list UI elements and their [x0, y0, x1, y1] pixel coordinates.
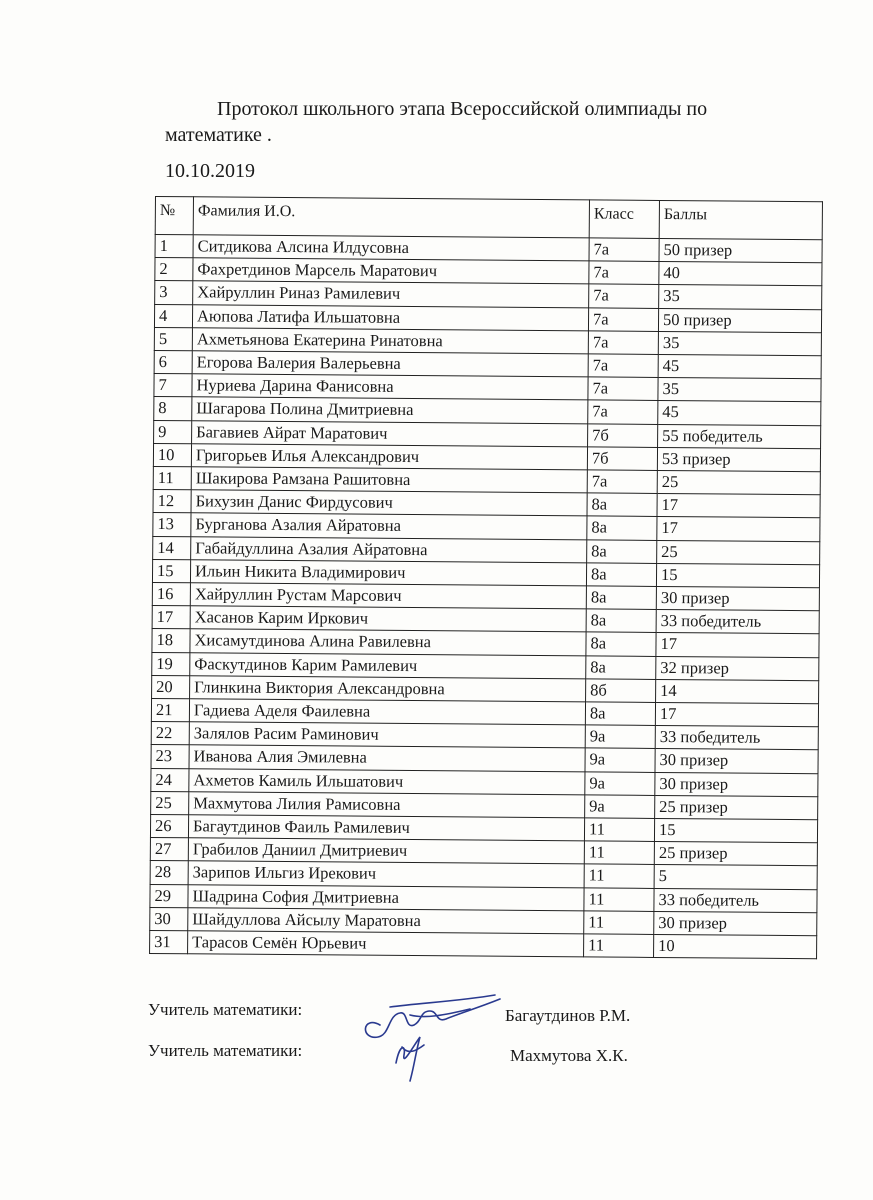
class-cell: 7а	[588, 331, 658, 355]
class-cell: 7а	[588, 400, 658, 424]
class-cell: 9а	[585, 795, 655, 819]
class-cell: 7а	[588, 377, 658, 401]
class-cell: 11	[584, 818, 654, 842]
participant-name: Ахметов Камиль Ильшатович	[189, 768, 585, 794]
row-number: 1	[155, 235, 193, 259]
row-number: 15	[152, 559, 190, 583]
document-date: 10.10.2019	[165, 160, 255, 182]
signature-role-1: Учитель математики:	[148, 1000, 303, 1019]
participant-name: Багавиев Айрат Маратович	[192, 420, 588, 446]
participant-name: Егорова Валерия Валерьевна	[192, 351, 588, 377]
participant-name: Ильин Никита Владимирович	[190, 560, 586, 586]
score-cell: 15	[654, 819, 817, 843]
participant-name: Шадрина София Дмитриевна	[188, 884, 584, 910]
participant-name: Фахретдинов Марсель Маратович	[193, 258, 589, 284]
column-header-class: Класс	[589, 200, 659, 239]
class-cell: 7б	[587, 447, 657, 471]
row-number: 17	[152, 606, 190, 630]
score-cell: 35	[658, 378, 821, 402]
row-number: 8	[154, 397, 192, 421]
class-cell: 8а	[585, 702, 655, 726]
participant-name: Махмутова Лилия Рамисовна	[189, 792, 585, 818]
class-cell: 8а	[586, 609, 656, 633]
signature-stroke-1	[365, 999, 500, 1037]
score-cell: 45	[658, 354, 821, 378]
score-cell: 17	[657, 494, 820, 518]
row-number: 6	[154, 351, 192, 375]
participant-name: Грабилов Даниил Дмитриевич	[188, 838, 584, 864]
class-cell: 7а	[589, 261, 659, 285]
score-cell: 30 призер	[655, 749, 818, 773]
score-cell: 40	[659, 262, 822, 286]
row-number: 18	[152, 629, 190, 653]
row-number: 21	[151, 699, 189, 723]
class-cell: 7а	[588, 354, 658, 378]
class-cell: 7б	[588, 424, 658, 448]
score-cell: 45	[658, 401, 821, 425]
participant-name: Тарасов Семён Юрьевич	[188, 931, 584, 957]
participant-name: Ситдикова Алсина Илдусовна	[193, 235, 589, 261]
score-cell: 17	[655, 703, 818, 727]
score-cell: 5	[654, 865, 817, 889]
participant-name: Хасанов Карим Иркович	[190, 606, 586, 632]
class-cell: 11	[584, 841, 654, 865]
score-cell: 35	[658, 331, 821, 355]
participant-name: Григорьев Илья Александрович	[191, 444, 587, 470]
participant-name: Залялов Расим Раминович	[189, 722, 585, 748]
document-title: Протокол школьного этапа Всероссийской олимпиады по математике .	[165, 98, 708, 146]
column-header-score: Баллы	[659, 200, 822, 239]
participant-name: Зарипов Ильгиз Ирекович	[188, 861, 584, 887]
row-number: 19	[152, 652, 190, 676]
table-header-row	[155, 197, 822, 240]
participant-name: Нуриева Дарина Фанисовна	[192, 374, 588, 400]
score-cell: 17	[657, 517, 820, 541]
class-cell: 7а	[588, 308, 658, 332]
participant-name: Аюпова Латифа Ильшатовна	[192, 304, 588, 330]
participant-name: Хисамутдинова Алина Равилевна	[190, 629, 586, 655]
participant-name: Хайруллин Рустам Марсович	[190, 583, 586, 609]
column-header-name: Фамилия И.О.	[193, 197, 589, 238]
participant-name: Шакирова Рамзана Рашитовна	[191, 467, 587, 493]
signature-name-1: Багаутдинов Р.М.	[505, 1006, 631, 1025]
class-cell: 9а	[585, 772, 655, 796]
score-cell: 33 победитель	[655, 726, 818, 750]
score-cell: 33 победитель	[656, 610, 819, 634]
class-cell: 8а	[587, 540, 657, 564]
class-cell: 8а	[586, 586, 656, 610]
participant-name: Бихузин Данис Фирдусович	[191, 490, 587, 516]
score-cell: 25 призер	[655, 795, 818, 819]
participant-name: Бурганова Азалия Айратовна	[191, 513, 587, 539]
row-number: 7	[154, 374, 192, 398]
row-number: 20	[152, 675, 190, 699]
participant-name: Багаутдинов Фаиль Рамилевич	[188, 815, 584, 841]
row-number: 12	[153, 490, 191, 514]
row-number: 2	[155, 258, 193, 282]
participant-name: Фаскутдинов Карим Рамилевич	[190, 652, 586, 678]
class-cell: 8а	[586, 563, 656, 587]
class-cell: 11	[584, 864, 654, 888]
class-cell: 9а	[585, 748, 655, 772]
class-cell: 8а	[587, 493, 657, 517]
score-cell: 14	[656, 679, 819, 703]
participant-name: Шайдуллова Айсылу Маратовна	[188, 908, 584, 934]
row-number: 4	[154, 304, 192, 328]
class-cell: 7а	[587, 470, 657, 494]
score-cell: 50 призер	[658, 308, 821, 332]
participant-name: Ахметьянова Екатерина Ринатовна	[192, 328, 588, 354]
participant-name: Глинкина Виктория Александровна	[190, 676, 586, 702]
score-cell: 32 призер	[656, 656, 819, 680]
signature-stroke-2	[390, 995, 495, 1007]
handwritten-signatures	[350, 985, 510, 1085]
class-cell: 7а	[589, 284, 659, 308]
table-row	[150, 931, 817, 959]
class-cell: 8а	[586, 632, 656, 656]
row-number: 22	[151, 722, 189, 746]
score-cell: 55 победитель	[658, 424, 821, 448]
row-number: 25	[151, 791, 189, 815]
row-number: 31	[150, 931, 188, 955]
participant-name: Иванова Алия Эмилевна	[189, 745, 585, 771]
class-cell: 11	[584, 888, 654, 912]
row-number: 5	[154, 327, 192, 351]
column-header-number: №	[155, 197, 193, 235]
score-cell: 30 призер	[656, 586, 819, 610]
signature-role-2: Учитель математики:	[148, 1041, 303, 1060]
row-number: 27	[150, 838, 188, 862]
score-cell: 10	[654, 935, 817, 959]
class-cell: 11	[584, 911, 654, 935]
row-number: 26	[150, 815, 188, 839]
row-number: 11	[153, 467, 191, 491]
score-cell: 17	[656, 633, 819, 657]
row-number: 28	[150, 861, 188, 885]
class-cell: 8а	[586, 656, 656, 680]
row-number: 14	[153, 536, 191, 560]
row-number: 3	[155, 281, 193, 305]
row-number: 30	[150, 907, 188, 931]
participant-name: Гадиева Аделя Фаилевна	[189, 699, 585, 725]
score-cell: 15	[656, 563, 819, 587]
signature-name-2: Махмутова Х.К.	[510, 1046, 628, 1065]
class-cell: 8а	[587, 516, 657, 540]
row-number: 24	[151, 768, 189, 792]
row-number: 9	[154, 420, 192, 444]
row-number: 23	[151, 745, 189, 769]
class-cell: 8б	[586, 679, 656, 703]
signature-stroke-4	[396, 1037, 420, 1081]
row-number: 13	[153, 513, 191, 537]
results-table	[149, 196, 823, 960]
score-cell: 50 призер	[659, 238, 822, 262]
row-number: 29	[150, 884, 188, 908]
score-cell: 30 призер	[655, 772, 818, 796]
row-number: 10	[153, 443, 191, 467]
participant-name: Хайруллин Риназ Рамилевич	[193, 281, 589, 307]
class-cell: 11	[584, 934, 654, 958]
score-cell: 25 призер	[654, 842, 817, 866]
row-number: 16	[152, 583, 190, 607]
score-cell: 35	[659, 285, 822, 309]
participant-name: Шагарова Полина Дмитриевна	[192, 397, 588, 423]
score-cell: 33 победитель	[654, 888, 817, 912]
score-cell: 30 призер	[654, 911, 817, 935]
score-cell: 25	[657, 540, 820, 564]
score-cell: 53 призер	[657, 447, 820, 471]
class-cell: 7а	[589, 238, 659, 262]
score-cell: 25	[657, 470, 820, 494]
class-cell: 9а	[585, 725, 655, 749]
participant-name: Габайдуллина Азалия Айратовна	[191, 536, 587, 562]
